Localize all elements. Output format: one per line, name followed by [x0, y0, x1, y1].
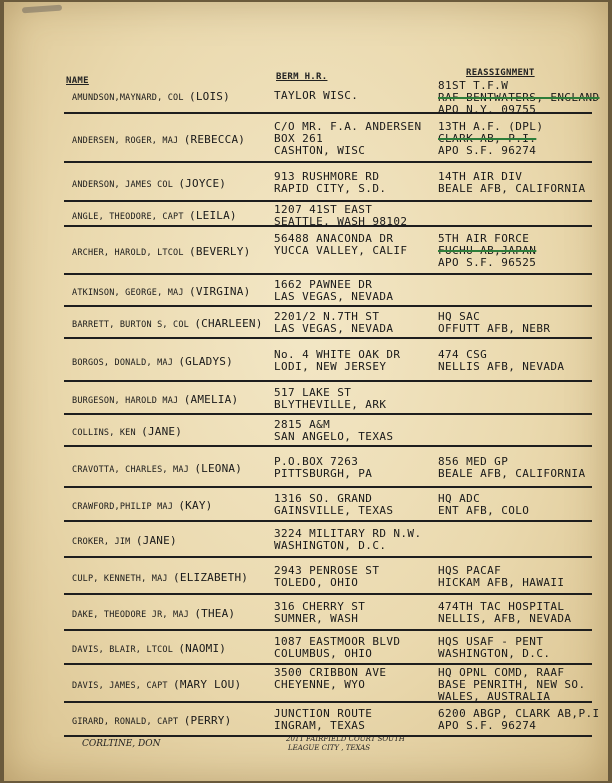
reassignment-line: HICKAM AFB, HAWAII — [438, 575, 565, 589]
roster-row — [64, 447, 592, 488]
home-address: 913 RUSHMORE RD RAPID CITY, S.D. — [274, 169, 387, 195]
member-name-text: CRAWFORD,PHILIP MAJ — [72, 502, 174, 512]
spouse-name: (NAOMI) — [178, 642, 227, 655]
member-name — [72, 177, 226, 190]
reassignment — [438, 311, 550, 335]
home-address: 1316 SO. GRAND GAINSVILLE, TEXAS — [274, 492, 394, 517]
spouse-name: (ELIZABETH) — [173, 570, 249, 584]
member-name-text: BORGOS, DONALD, MAJ — [72, 357, 174, 368]
roster-row — [64, 631, 592, 665]
member-name — [72, 714, 231, 727]
reassignment-line: HQS PACAF — [438, 563, 502, 577]
reassignment — [438, 493, 529, 517]
member-name — [72, 607, 235, 620]
reassignment — [438, 708, 600, 732]
home-address: 3500 CRIBBON AVE CHEYENNE, WYO — [274, 666, 387, 691]
roster-row — [64, 275, 592, 307]
spouse-name: (LEONA) — [194, 461, 243, 475]
roster-row — [64, 382, 592, 415]
reassignment-line: FUCHU AB,JAPAN — [438, 244, 537, 257]
spouse-name: (LEILA) — [189, 208, 237, 222]
roster-row — [64, 522, 592, 558]
roster-row — [64, 488, 592, 522]
ink-smudge — [22, 5, 62, 14]
reassignment-line: APO S.F. 96274 — [438, 143, 537, 157]
home-address: 2815 A&M SAN ANGELO, TEXAS — [274, 418, 394, 443]
reassignment-line: 474TH TAC HOSPITAL — [438, 600, 565, 613]
member-name-text: GIRARD, RONALD, CAPT — [72, 717, 179, 727]
document-page — [4, 2, 608, 781]
member-name — [72, 285, 250, 298]
member-name-text: BARRETT, BURTON S, COL — [72, 320, 189, 330]
reassignment — [438, 565, 564, 589]
member-name-text: ARCHER, HAROLD, LTCOL — [72, 248, 184, 258]
member-name — [72, 355, 233, 368]
member-name-text: DAVIS, JAMES, CAPT — [72, 681, 168, 691]
home-address: 1662 PAWNEE DR LAS VEGAS, NEVADA — [274, 278, 394, 303]
reassignment — [438, 636, 550, 660]
reassignment-line: HQ ADC — [438, 492, 481, 505]
spouse-name: (BEVERLY) — [189, 245, 251, 258]
spouse-name: (GLADYS) — [178, 354, 233, 368]
roster-row — [64, 595, 592, 631]
spouse-name: (AMELIA) — [183, 392, 239, 406]
roster-row — [64, 202, 592, 227]
header-name: NAME — [66, 76, 89, 86]
reassignment-line: BEALE AFB, CALIFORNIA — [438, 466, 586, 480]
home-address: 2201/2 N.7TH ST LAS VEGAS, NEVADA — [274, 310, 394, 335]
member-name-text: DAKE, THEODORE JR, MAJ — [72, 610, 189, 620]
home-address: 316 CHERRY ST SUMNER, WASH — [274, 600, 366, 625]
reassignment — [438, 171, 585, 195]
roster-row — [64, 703, 600, 737]
spouse-name: (MARY LOU) — [173, 678, 242, 691]
member-name — [72, 209, 237, 222]
reassignment — [438, 121, 543, 157]
reassignment-line: NELLIS AFB, NEVADA — [438, 359, 565, 373]
reassignment-line: ENT AFB, COLO — [438, 504, 530, 517]
member-name-text: ANGLE, THEODORE, CAPT — [72, 211, 184, 222]
spouse-name: (JOYCE) — [178, 176, 227, 190]
member-name — [72, 571, 248, 584]
member-name — [72, 133, 245, 146]
member-name — [72, 534, 177, 547]
member-name — [72, 245, 250, 258]
reassignment-line: 474 CSG — [438, 347, 488, 361]
member-name-text: COLLINS, KEN — [72, 428, 136, 438]
member-name — [72, 90, 230, 103]
reassignment-line: RAF BENTWATERS, ENGLAND — [438, 91, 600, 104]
home-address: 3224 MILITARY RD N.W. WASHINGTON, D.C. — [274, 527, 422, 552]
reassignment-line: HQ OPNL COMD, RAAF — [438, 666, 565, 679]
member-name-text: CROKER, JIM — [72, 537, 131, 547]
reassignment-line: 13TH A.F. (DPL) — [438, 119, 544, 133]
reassignment-line: NELLIS, AFB, NEVADA — [438, 612, 572, 625]
member-name — [72, 642, 226, 655]
reassignment-line: 856 MED GP — [438, 454, 509, 468]
home-address: P.O.BOX 7263 PITTSBURGH, PA — [274, 454, 373, 480]
reassignment — [438, 80, 600, 116]
reassignment-line: WALES, AUSTRALIA — [438, 690, 551, 703]
spouse-name: (THEA) — [194, 607, 236, 620]
roster-row — [64, 339, 592, 382]
reassignment-line: WASHINGTON, D.C. — [438, 647, 551, 660]
reassignment — [438, 601, 571, 625]
roster-row — [64, 665, 592, 703]
reassignment-line: APO N.Y. 09755 — [438, 103, 537, 116]
member-name — [72, 462, 242, 475]
reassignment — [438, 456, 585, 480]
home-address: C/O MR. F.A. ANDERSEN BOX 261 CASHTON, WISC — [274, 119, 422, 157]
roster-row — [64, 307, 592, 339]
handwritten-new-address-line2: LEAGUE CITY , TEXAS — [288, 744, 371, 752]
home-address: 2943 PENROSE ST TOLEDO, OHIO — [274, 563, 380, 589]
spouse-name: (VIRGINA) — [189, 285, 251, 298]
roster-row — [64, 114, 592, 163]
handwritten-added-name: CORLTINE, DON — [82, 739, 161, 749]
header-reassignment: REASSIGNMENT — [466, 68, 535, 78]
spouse-name: (REBECCA) — [183, 132, 246, 146]
reassignment — [438, 349, 564, 373]
roster-row — [64, 227, 592, 275]
home-address: 1207 41ST EAST SEATTLE, WASH 98102 — [274, 203, 408, 228]
reassignment-line: APO S.F. 96274 — [438, 719, 537, 732]
reassignment-line: 81ST T.F.W — [438, 79, 509, 92]
member-name-text: ATKINSON, GEORGE, MAJ — [72, 288, 184, 298]
spouse-name: (KAY) — [178, 499, 213, 512]
reassignment-line: HQS USAF - PENT — [438, 635, 544, 648]
home-address: 517 LAKE ST BLYTHEVILLE, ARK — [274, 385, 387, 411]
member-name — [72, 678, 241, 691]
reassignment-line: OFFUTT AFB, NEBR — [438, 322, 551, 335]
home-address: No. 4 WHITE OAK DR LODI, NEW JERSEY — [274, 347, 401, 373]
roster-row — [64, 163, 592, 202]
home-address: TAYLOR WISC. — [274, 89, 359, 102]
reassignment-line: APO S.F. 96525 — [438, 256, 537, 269]
reassignment-line: HQ SAC — [438, 310, 481, 323]
member-name-text: ANDERSEN, ROGER, MAJ — [72, 135, 179, 146]
spouse-name: (LOIS) — [189, 90, 230, 103]
member-name-text: CULP, KENNETH, MAJ — [72, 573, 168, 584]
member-name — [72, 393, 238, 406]
member-name — [72, 425, 182, 438]
handwritten-new-address-line1: 2011 FAIRFIELD COURT SOUTH — [286, 735, 405, 743]
member-name — [72, 499, 212, 512]
header-home-address: BERM H.R. — [276, 72, 328, 82]
spouse-name: (CHARLEEN) — [194, 317, 263, 330]
home-address: 56488 ANACONDA DR YUCCA VALLEY, CALIF — [274, 232, 408, 257]
reassignment-line: BEALE AFB, CALIFORNIA — [438, 181, 586, 195]
member-name-text: AMUNDSON,MAYNARD, COL — [72, 93, 184, 103]
member-name-text: CRAVOTTA, CHARLES, MAJ — [72, 464, 189, 475]
reassignment-line: CLARK AB, P.I. — [438, 131, 537, 145]
member-name-text: BURGESON, HAROLD MAJ — [72, 395, 179, 406]
home-address: JUNCTION ROUTE INGRAM, TEXAS — [274, 707, 373, 732]
spouse-name: (PERRY) — [183, 714, 232, 727]
member-name-text: ANDERSON, JAMES COL — [72, 179, 174, 190]
roster-row — [64, 78, 600, 116]
reassignment-line: 6200 ABGP, CLARK AB,P.I — [438, 707, 600, 720]
spouse-name: (JANE) — [141, 425, 183, 438]
home-address: 1087 EASTMOOR BLVD COLUMBUS, OHIO — [274, 635, 401, 660]
member-name-text: DAVIS, BLAIR, LTCOL — [72, 645, 174, 655]
spouse-name: (JANE) — [135, 534, 177, 547]
reassignment-line: 14TH AIR DIV — [438, 169, 523, 183]
reassignment — [438, 667, 585, 703]
reassignment-line: BASE PENRITH, NEW SO. — [438, 678, 586, 691]
roster-row — [64, 558, 592, 595]
roster-row — [64, 415, 592, 447]
reassignment-line: 5TH AIR FORCE — [438, 232, 530, 245]
member-name — [72, 317, 263, 330]
reassignment — [438, 233, 536, 269]
